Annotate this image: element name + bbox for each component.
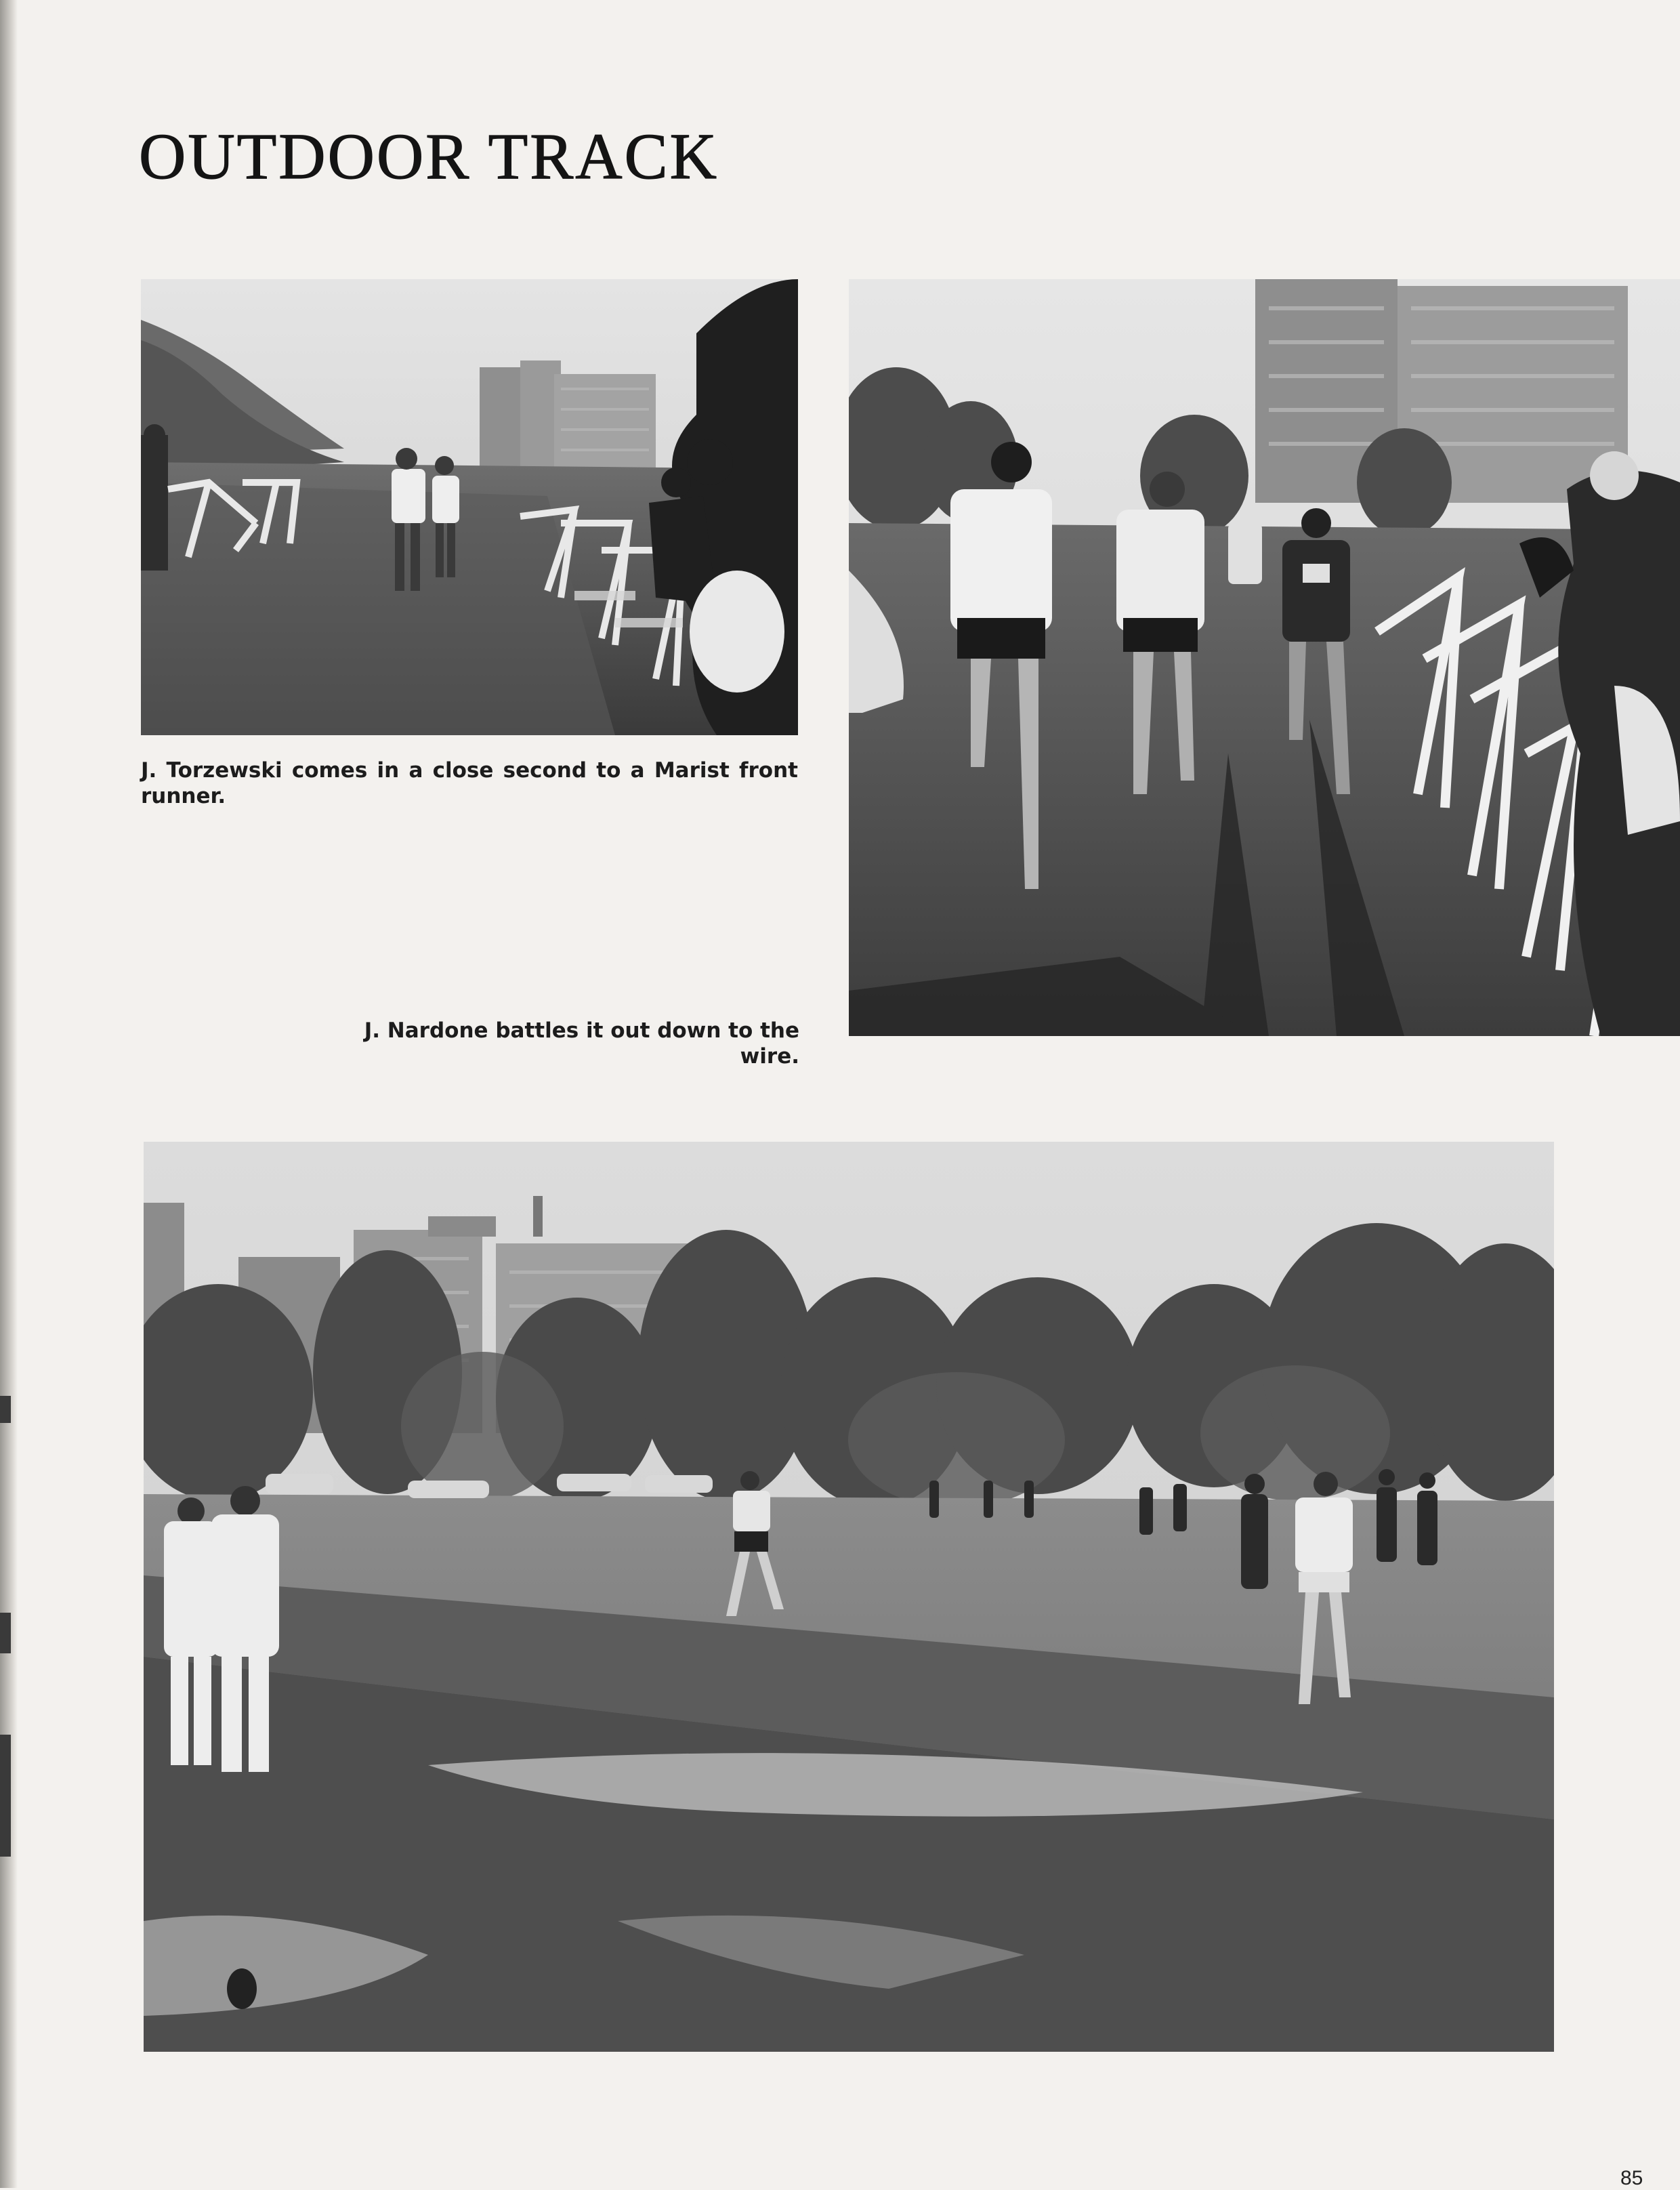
photo-finish-line-image [141,279,798,735]
photo-park-track-image [144,1142,1554,2052]
photo-finish-line [141,279,798,735]
photo-caption: J. Nardone battles it out down to the wire. [364,1018,799,1069]
photo-barrier-race-image [849,279,1680,1036]
page-title: OUTDOOR TRACK [139,120,719,192]
book-spine-edge [0,0,18,2188]
photo-park-track [144,1142,1554,2052]
spine-mark [0,1613,11,1653]
page-number: 85 [1620,2167,1643,2189]
spine-mark [0,1396,11,1423]
photo-caption: J. Torzewski comes in a close second to a Marist front runner. [141,758,798,808]
photo-barrier-race [849,279,1680,1036]
spine-mark [0,1735,11,1857]
